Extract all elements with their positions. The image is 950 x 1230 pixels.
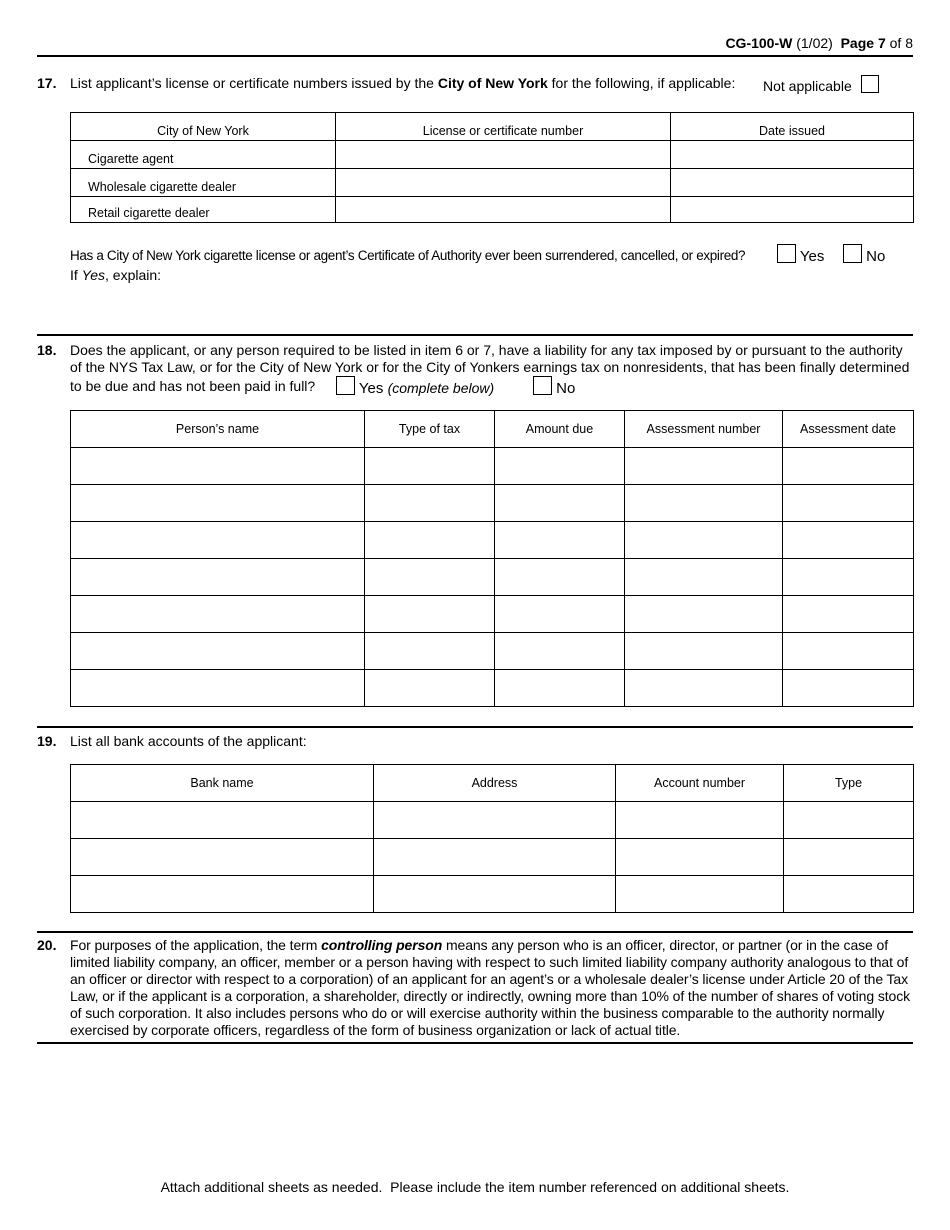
item17-license-field[interactable]	[336, 197, 671, 223]
item17-not-applicable: Not applicable	[763, 75, 879, 95]
item18-header-assessment-date: Assessment date	[783, 411, 914, 448]
table-row	[71, 839, 914, 876]
table-cell[interactable]	[71, 448, 365, 485]
table-row	[71, 670, 914, 707]
table-cell[interactable]	[783, 596, 914, 633]
table-cell[interactable]	[783, 670, 914, 707]
table-cell[interactable]	[616, 839, 784, 876]
item17-header-city: City of New York	[71, 113, 336, 141]
item18-header-amount: Amount due	[495, 411, 625, 448]
form-id: CG-100-W	[725, 35, 793, 51]
item18-no-option: No	[533, 376, 575, 397]
table-cell[interactable]	[625, 670, 783, 707]
table-cell[interactable]	[365, 596, 495, 633]
table-cell[interactable]	[783, 522, 914, 559]
table-cell[interactable]	[783, 448, 914, 485]
table-row	[71, 633, 914, 670]
table-row	[71, 596, 914, 633]
table-cell[interactable]	[374, 839, 616, 876]
item18-yes-option: Yes (complete below)	[336, 376, 494, 397]
item20-number: 20.	[37, 937, 57, 953]
item17-date-field[interactable]	[671, 141, 914, 169]
item19-header-account-number: Account number	[616, 765, 784, 802]
item20-definition: For purposes of the application, the term controlling person means any person who is an officer, director, or partner (or in the case of limited liability company, an officer, member or a person having with respect to such limited liability company authority analogous to that of an officer or director with respect to a corporation) of an applicant for an agent’s or a wholesale dealer’s license under Article 20 of the Tax Law, or if the applicant is a corporation, a shareholder, directly or indirectly, owning more than 10% of the number of shares of voting stock of such corporation. It also includes persons who do or will exercise authority within the business comparable to the authority normally exercised by corporate officers, regardless of the form of business organization or lack of actual title.	[70, 937, 910, 1038]
liability-no-checkbox[interactable]	[533, 376, 552, 395]
table-row	[71, 559, 914, 596]
item17-prompt: List applicant’s license or certificate numbers issued by the City of New York for the following, if applicable:	[70, 75, 736, 91]
table-cell[interactable]	[71, 633, 365, 670]
item17-table	[70, 112, 914, 223]
table-cell[interactable]	[365, 448, 495, 485]
item17-row-label: Cigarette agent	[71, 141, 336, 169]
table-cell[interactable]	[71, 522, 365, 559]
table-cell[interactable]	[783, 485, 914, 522]
header-rule	[37, 55, 913, 57]
item17-header-license: License or certificate number	[336, 113, 671, 141]
table-cell[interactable]	[365, 522, 495, 559]
table-cell[interactable]	[784, 802, 914, 839]
item18-line2: of the NYS Tax Law, or for the City of New York or for the City of Yonkers earnings tax on nonresidents, that has been finally determined	[70, 359, 910, 375]
page-number: 7	[877, 35, 886, 51]
item19-table	[70, 764, 914, 913]
table-cell[interactable]	[625, 485, 783, 522]
table-cell[interactable]	[365, 485, 495, 522]
table-cell[interactable]	[495, 522, 625, 559]
table-cell[interactable]	[71, 802, 374, 839]
item17-no-option: No	[843, 244, 885, 265]
item19-prompt: List all bank accounts of the applicant:	[70, 733, 307, 749]
item17-row-label: Wholesale cigarette dealer	[71, 169, 336, 197]
table-row	[71, 802, 914, 839]
item17-explain-label: If Yes, explain:	[70, 267, 162, 283]
table-cell[interactable]	[625, 559, 783, 596]
table-cell[interactable]	[365, 670, 495, 707]
item17-number: 17.	[37, 75, 57, 91]
table-cell[interactable]	[71, 839, 374, 876]
table-cell[interactable]	[495, 670, 625, 707]
item20-rule	[37, 931, 913, 933]
item17-date-field[interactable]	[671, 169, 914, 197]
liability-yes-checkbox[interactable]	[336, 376, 355, 395]
item18-number: 18.	[37, 342, 57, 358]
table-cell[interactable]	[616, 876, 784, 913]
item20-bottom-rule	[37, 1042, 913, 1044]
item17-license-field[interactable]	[336, 169, 671, 197]
table-cell[interactable]	[625, 633, 783, 670]
table-cell[interactable]	[71, 485, 365, 522]
table-cell[interactable]	[784, 839, 914, 876]
table-cell[interactable]	[71, 559, 365, 596]
item19-header-type: Type	[784, 765, 914, 802]
table-row	[71, 522, 914, 559]
item19-number: 19.	[37, 733, 57, 749]
item17-header-date: Date issued	[671, 113, 914, 141]
item19-header-bank-name: Bank name	[71, 765, 374, 802]
table-cell[interactable]	[625, 522, 783, 559]
item17-explain-field[interactable]	[160, 265, 910, 325]
table-cell[interactable]	[374, 876, 616, 913]
item18-table	[70, 410, 914, 707]
table-row	[71, 876, 914, 913]
table-cell[interactable]	[783, 633, 914, 670]
item18-header-tax-type: Type of tax	[365, 411, 495, 448]
item17-license-field[interactable]	[336, 141, 671, 169]
table-cell[interactable]	[495, 559, 625, 596]
item17-yes-option: Yes	[777, 244, 824, 265]
item18-header-name: Person’s name	[71, 411, 365, 448]
table-cell[interactable]	[71, 670, 365, 707]
item18-line3: to be due and has not been paid in full?	[70, 378, 316, 394]
form-header	[725, 35, 913, 51]
footer-note: Attach additional sheets as needed. Please include the item number referenced on additional sheets.	[160, 1179, 790, 1195]
surrender-no-checkbox[interactable]	[843, 244, 862, 263]
table-cell[interactable]	[783, 559, 914, 596]
table-row	[71, 485, 914, 522]
page-word: Page	[840, 35, 875, 51]
item19-header-address: Address	[374, 765, 616, 802]
table-cell[interactable]	[625, 596, 783, 633]
table-cell[interactable]	[495, 448, 625, 485]
item17-date-field[interactable]	[671, 197, 914, 223]
table-cell[interactable]	[616, 802, 784, 839]
form-revision: (1/02)	[796, 35, 833, 51]
item17-surrender-question: Has a City of New York cigarette license or agent’s Certificate of Authority ever been surrendered, cancelled, or expired?	[70, 248, 746, 263]
item18-rule	[37, 334, 913, 336]
table-cell[interactable]	[71, 596, 365, 633]
table-cell[interactable]	[365, 559, 495, 596]
item17-row-label: Retail cigarette dealer	[71, 197, 336, 223]
surrender-yes-checkbox[interactable]	[777, 244, 796, 263]
table-row	[71, 448, 914, 485]
table-cell[interactable]	[365, 633, 495, 670]
item18-header-assessment-number: Assessment number	[625, 411, 783, 448]
item19-rule	[37, 726, 913, 728]
item18-line1: Does the applicant, or any person required to be listed in item 6 or 7, have a liability for any tax imposed by or pursuant to the authority	[70, 342, 903, 358]
page-of: of 8	[889, 35, 913, 51]
table-cell[interactable]	[374, 802, 616, 839]
table-cell[interactable]	[784, 876, 914, 913]
table-cell[interactable]	[71, 876, 374, 913]
table-cell[interactable]	[495, 485, 625, 522]
table-cell[interactable]	[495, 596, 625, 633]
table-cell[interactable]	[495, 633, 625, 670]
table-cell[interactable]	[625, 448, 783, 485]
not-applicable-checkbox[interactable]	[861, 75, 879, 93]
